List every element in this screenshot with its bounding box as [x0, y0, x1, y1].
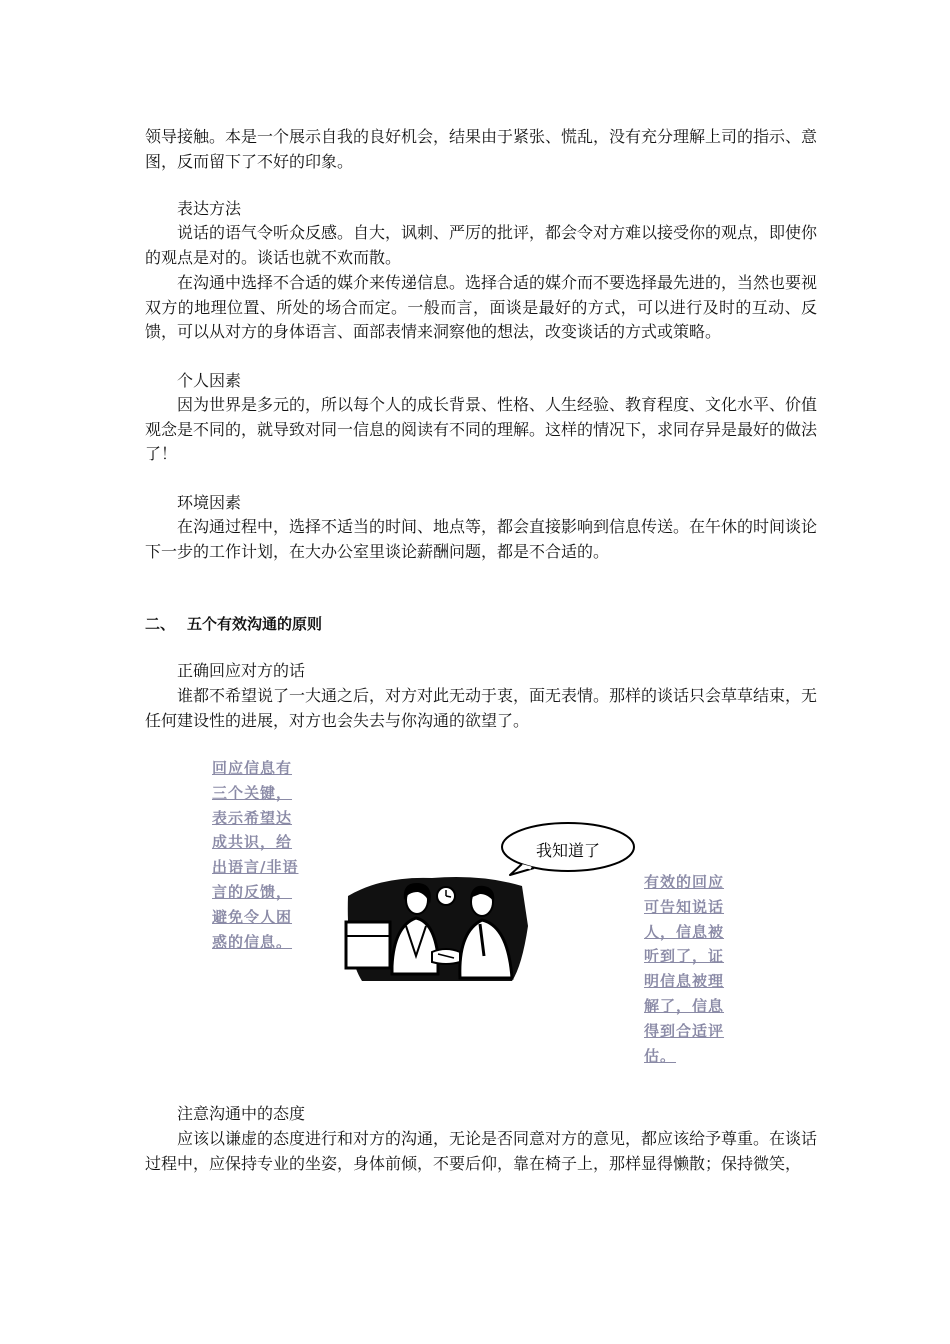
subheading-respond: 正确回应对方的话: [177, 661, 306, 680]
section-title-text: 五个有效沟通的原则: [187, 615, 323, 633]
subheading-environment: 环境因素: [177, 493, 242, 512]
section-heading: [145, 612, 322, 636]
right-callout: 有效的回应可告知说话人，信息被听到了，证明信息被理解了，信息得到合适评估。: [644, 873, 725, 1065]
intro-paragraph: 领导接触。本是一个展示自我的良好机会，结果由于紧张、慌乱，没有充分理解上司的指示、意图，反而留下了不好的印象。: [145, 127, 818, 171]
subheading-attitude: 注意沟通中的态度: [177, 1104, 306, 1123]
left-callout: 回应信息有三个关键，表示希望达成共识，给出语言/非语言的反馈，避免令人困惑的信息。: [212, 759, 299, 951]
meeting-handshake-clipart: [342, 856, 532, 986]
section-number: 二、: [145, 615, 176, 633]
environment-paragraph: 在沟通过程中，选择不适当的时间、地点等，都会直接影响到信息传送。在午休的时间谈论下一步的工作计划，在大办公室里谈论薪酬问题，都是不合适的。: [145, 517, 818, 561]
speech-bubble-text: 我知道了: [535, 841, 600, 860]
expression-paragraph-1: 说话的语气令听众反感。自大，讽刺、严厉的批评，都会令对方难以接受你的观点，即使你的观点是对的。谈话也就不欢而散。: [145, 223, 818, 267]
subheading-expression: 表达方法: [177, 199, 242, 218]
respond-paragraph: 谁都不希望说了一大通之后，对方对此无动于衷，面无表情。那样的谈话只会草草结束，无任何建设性的进展，对方也会失去与你沟通的欲望了。: [145, 686, 818, 730]
attitude-paragraph: 应该以谦虚的态度进行和对方的沟通，无论是否同意对方的意见，都应该给予尊重。在谈话过程中，应保持专业的坐姿，身体前倾，不要后仰，靠在椅子上，那样显得懒散；保持微笑，: [145, 1129, 818, 1173]
expression-paragraph-2: 在沟通中选择不合适的媒介来传递信息。选择合适的媒介而不要选择最先进的，当然也要视双方的地理位置、所处的场合而定。一般而言，面谈是最好的方式，可以进行及时的互动、反馈，可以从对方的身体语言、面部表情来洞察他的想法，改变谈话的方式或策略。: [145, 273, 818, 341]
subheading-personal: 个人因素: [177, 371, 242, 390]
personal-paragraph: 因为世界是多元的，所以每个人的成长背景、性格、人生经验、教育程度、文化水平、价值观念是不同的，就导致对同一信息的阅读有不同的理解。这样的情况下，求同存异是最好的做法了！: [145, 395, 818, 463]
